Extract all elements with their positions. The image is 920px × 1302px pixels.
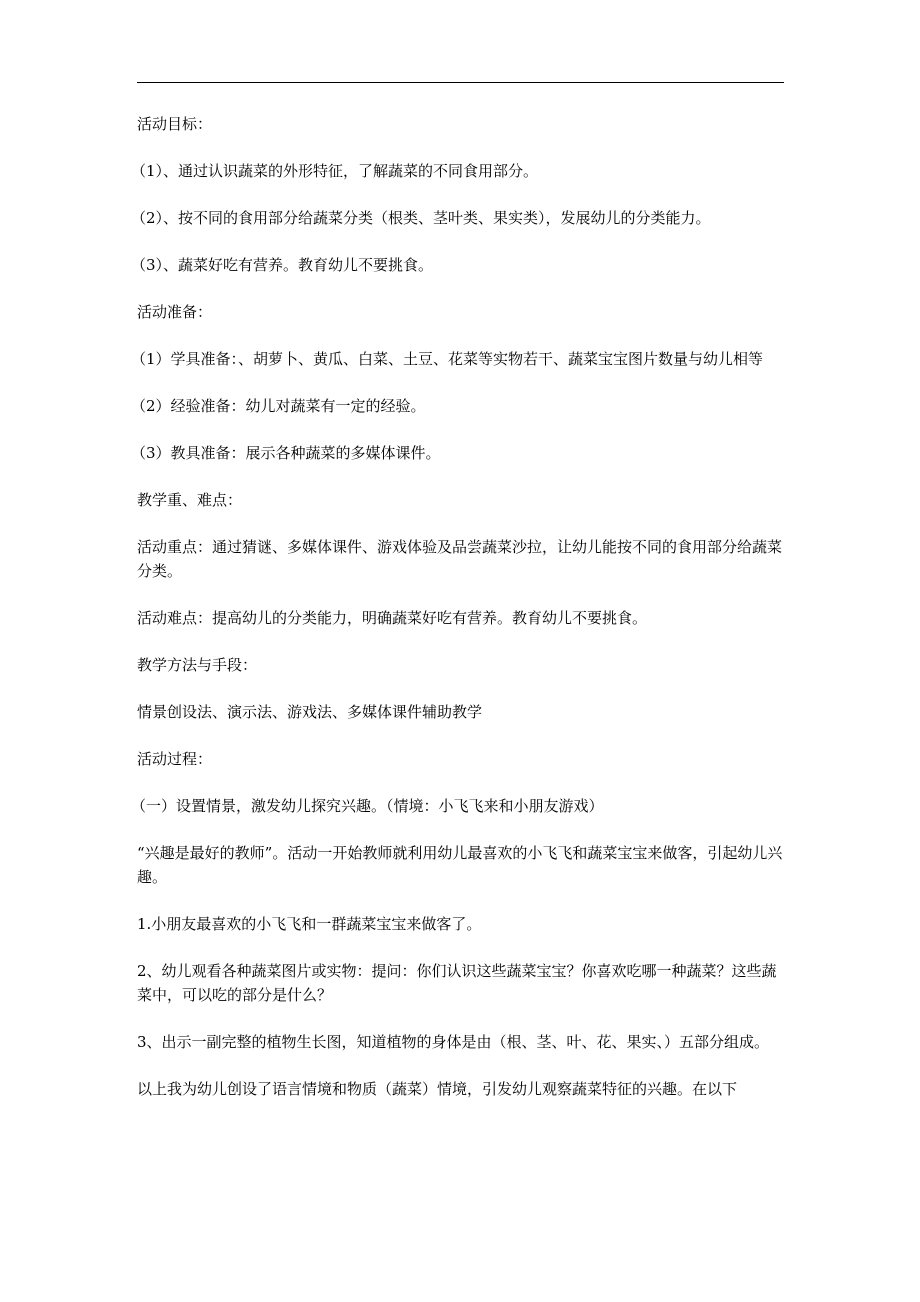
header-rule [137,82,784,83]
teaching-methods-text: 情景创设法、演示法、游戏法、多媒体课件辅助教学 [137,703,483,721]
heading-activity-process: 活动过程： [137,750,213,768]
process-item-1: 1.小朋友最喜欢的小飞飞和一群蔬菜宝宝来做客了。 [137,915,482,933]
process-item-2: 2、幼儿观看各种蔬菜图片或实物：提问：你们认识这些蔬菜宝宝？你喜欢吃哪一种蔬菜？这些蔬菜中，可以吃的部分是什么？ [137,962,777,1004]
process-item-3: 3、出示一副完整的植物生长图，知道植物的身体是由（根、茎、叶、花、果实、）五部分组成。 [137,1033,770,1051]
process-step-1-heading: （一）设置情景，激发幼儿探究兴趣。（情境：小飞飞来和小朋友游戏） [131,797,604,815]
heading-teaching-methods: 教学方法与手段： [137,656,258,674]
preparation-item-2: （2）经验准备：幼儿对蔬菜有一定的经验。 [131,397,426,415]
goal-item-1: （1）、通过认识蔬菜的外形特征，了解蔬菜的不同食用部分。 [131,162,539,180]
goal-item-3: （3）、蔬菜好吃有营养。教育幼儿不要挑食。 [131,256,434,274]
process-step-1-description: “兴趣是最好的教师”。活动一开始教师就利用幼儿最喜欢的小飞飞和蔬菜宝宝来做客，引起幼儿兴趣。 [137,844,783,886]
preparation-item-1: （1）学具准备：、胡萝卜、黄瓜、白菜、土豆、花菜等实物若干、蔬菜宝宝图片数量与幼儿相等 [131,350,764,368]
key-point-text: 活动重点：通过猜谜、多媒体课件、游戏体验及品尝蔬菜沙拉，让幼儿能按不同的食用部分给蔬菜分类。 [137,538,783,580]
process-summary: 以上我为幼儿创设了语言情境和物质（蔬菜）情境，引发幼儿观察蔬菜特征的兴趣。在以下 [137,1080,738,1098]
heading-activity-goals: 活动目标： [137,115,213,133]
preparation-item-3: （3）教具准备：展示各种蔬菜的多媒体课件。 [131,444,441,462]
difficult-point-text: 活动难点：提高幼儿的分类能力，明确蔬菜好吃有营养。教育幼儿不要挑食。 [137,609,648,627]
goal-item-2: （2）、按不同的食用部分给蔬菜分类（根类、茎叶类、果实类），发展幼儿的分类能力。 [131,209,711,227]
document-body [131,112,785,1124]
heading-activity-preparation: 活动准备： [137,303,213,321]
heading-key-difficult-points: 教学重、难点： [137,491,243,509]
